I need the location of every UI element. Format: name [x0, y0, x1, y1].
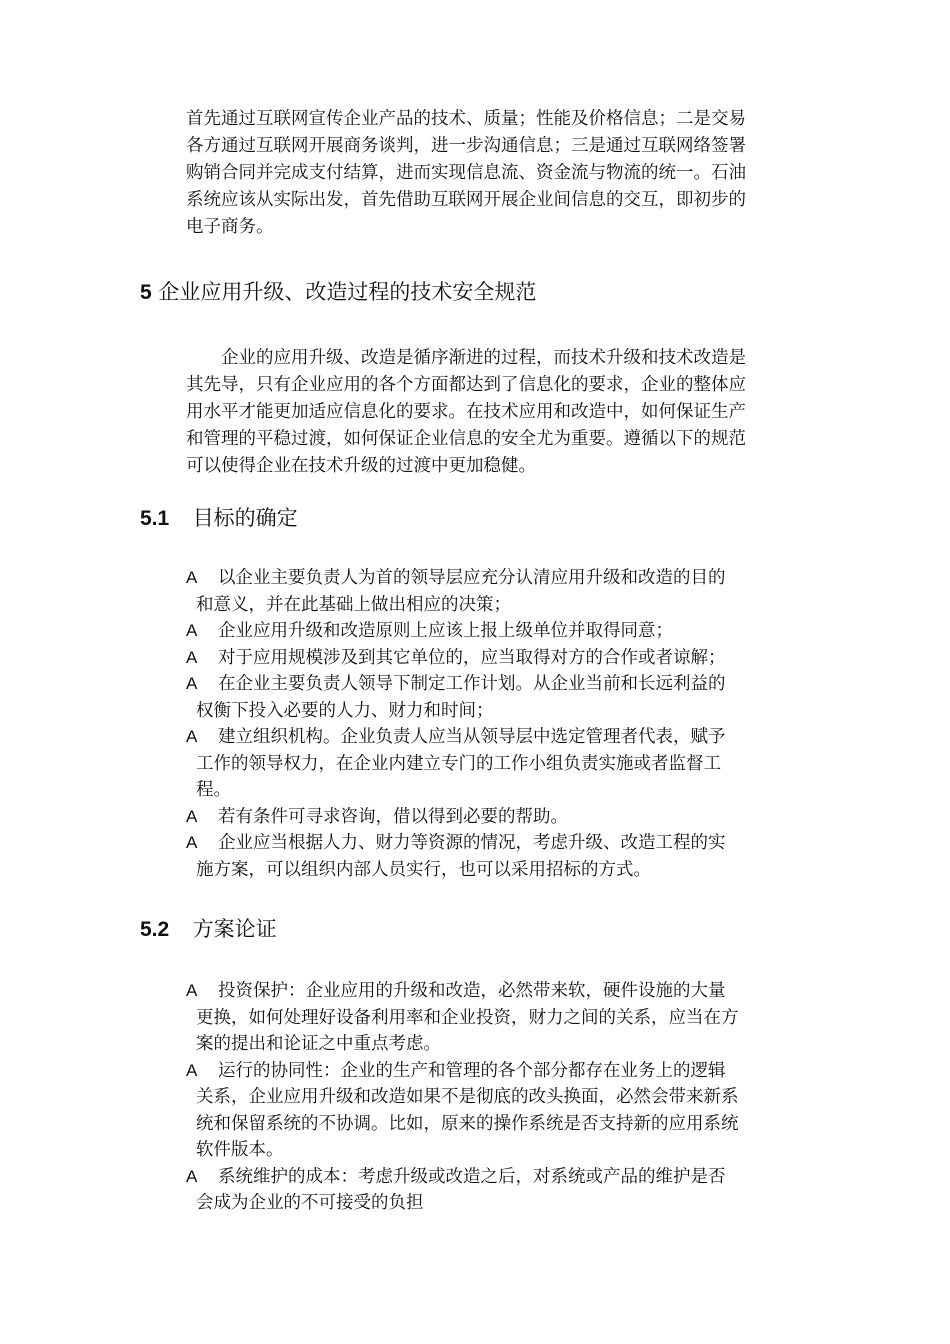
section-5-line: 用水平才能更加适应信息化的要求。在技术应用和改造中，如何保证生产 [186, 402, 746, 422]
list-item-line: 投资保护：企业应用的升级和改造，必然带来软，硬件设施的大量 [218, 981, 726, 1001]
section-5-heading [140, 278, 536, 307]
list-item [186, 671, 826, 724]
list-item [186, 645, 826, 672]
list-item-line: 对于应用规模涉及到其它单位的，应当取得对方的合作或者谅解； [218, 647, 726, 668]
list-item-line: 若有条件可寻求咨询，借以得到必要的帮助。 [218, 806, 568, 827]
list-item [186, 804, 826, 831]
section-5-1-title: 目标的确定 [192, 506, 298, 530]
intro-line: 首先通过互联网宣传企业产品的技术、质量；性能及价格信息；二是交易 [186, 109, 746, 129]
list-item-line: 更换，如何处理好设备利用率和企业投资，财力之间的关系，应当在方 [196, 1007, 739, 1028]
intro-line: 电子商务。 [186, 217, 274, 237]
list-item-line: 在企业主要负责人领导下制定工作计划。从企业当前和长远利益的 [218, 674, 726, 694]
section-5-1-heading [140, 504, 298, 533]
intro-paragraph [186, 106, 818, 241]
bullet-marker: A [186, 806, 198, 826]
section-5-line: 其先导，只有企业应用的各个方面都达到了信息化的要求，企业的整体应 [186, 375, 746, 395]
list-item [186, 1164, 826, 1217]
bullet-marker: A [186, 568, 198, 587]
list-item-line: 系统维护的成本：考虑升级或改造之后，对系统或产品的维护是否 [218, 1166, 726, 1187]
list-item [186, 618, 826, 645]
intro-line: 各方通过互联网开展商务谈判，进一步沟通信息；三是通过互联网络签署 [186, 136, 746, 156]
bullet-marker: A [186, 621, 198, 640]
list-item-line: 会成为企业的不可接受的负担 [196, 1193, 424, 1213]
list-item-line: 工作的领导权力，在企业内建立专门的工作小组负责实施或者监督工 [196, 753, 721, 774]
bullet-marker: A [186, 1060, 198, 1080]
bullet-marker: A [186, 833, 198, 852]
list-item-line: 和意义，并在此基础上做出相应的决策； [196, 594, 511, 615]
list-item [186, 565, 826, 618]
list-item-line: 程。 [196, 780, 231, 800]
section-5-line: 和管理的平稳过渡，如何保证企业信息的安全尤为重要。遵循以下的规范 [186, 429, 746, 449]
section-5-number: 5 [140, 281, 152, 304]
list-item-line: 运行的协同性：企业的生产和管理的各个部分都存在业务上的逻辑 [218, 1060, 726, 1081]
section-5-line: 企业的应用升级、改造是循序渐进的过程，而技术升级和技术改造是 [186, 348, 746, 368]
list-item [186, 1058, 826, 1164]
section-5-2-number: 5.2 [140, 918, 170, 941]
list-item-line: 案的提出和论证之中重点考虑。 [196, 1034, 441, 1054]
section-5-paragraph [186, 345, 818, 480]
section-5-title: 企业应用升级、改造过程的技术安全规范 [158, 280, 537, 304]
section-5-2-title: 方案论证 [192, 917, 277, 941]
section-5-1-list [186, 565, 826, 883]
section-5-line: 可以使得企业在技术升级的过渡中更加稳健。 [186, 456, 536, 476]
list-item [186, 978, 826, 1058]
section-5-2-list [186, 978, 826, 1217]
list-item-line: 软件版本。 [196, 1140, 284, 1160]
bullet-marker: A [186, 727, 198, 746]
section-5-1-number: 5.1 [140, 507, 170, 530]
list-item-line: 统和保留系统的不协调。比如，原来的操作系统是否支持新的应用系统 [196, 1113, 739, 1134]
list-item [186, 724, 826, 804]
list-item-line: 施方案，可以组织内部人员实行，也可以采用招标的方式。 [196, 859, 651, 880]
list-item-line: 企业应当根据人力、财力等资源的情况，考虑升级、改造工程的实 [218, 833, 726, 853]
bullet-marker: A [186, 647, 198, 667]
list-item [186, 830, 826, 883]
intro-line: 系统应该从实际出发，首先借助互联网开展企业间信息的交互，即初步的 [186, 190, 746, 210]
list-item-line: 建立组织机构。企业负责人应当从领导层中选定管理者代表，赋予 [218, 727, 726, 747]
list-item-line: 关系，企业应用升级和改造如果不是彻底的改头换面，必然会带来新系 [196, 1087, 739, 1107]
section-5-2-heading [140, 915, 277, 944]
bullet-marker: A [186, 674, 198, 693]
list-item-line: 权衡下投入必要的人力、财力和时间； [196, 700, 494, 721]
bullet-marker: A [186, 1166, 198, 1186]
bullet-marker: A [186, 981, 198, 1000]
list-item-line: 以企业主要负责人为首的领导层应充分认清应用升级和改造的目的 [218, 568, 726, 588]
list-item-line: 企业应用升级和改造原则上应该上报上级单位并取得同意； [218, 621, 673, 641]
intro-line: 购销合同并完成支付结算，进而实现信息流、资金流与物流的统一。石油 [186, 163, 746, 183]
